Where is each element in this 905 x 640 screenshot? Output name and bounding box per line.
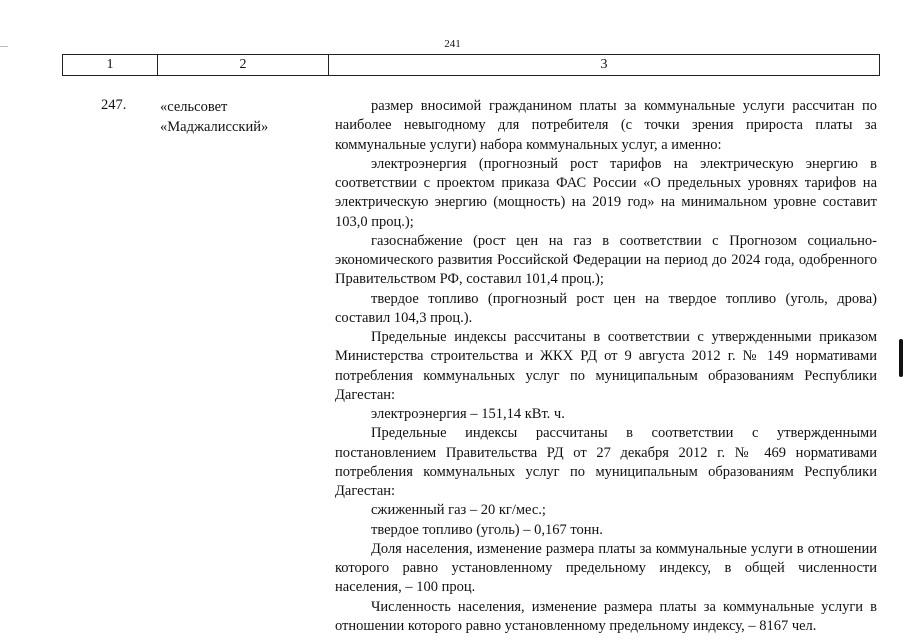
municipality-name <box>160 97 300 137</box>
paragraph: размер вносимой гражданином платы за коммунальные услуги рассчитан по наиболее невыгодному для потребителя (с точки зрения прироста платы за коммунальные услуги) набора коммунальных услуг, а именно: <box>335 98 877 153</box>
page-number: 241 <box>444 38 461 50</box>
paragraph: Доля населения, изменение размера платы за коммунальные услуги в отношении которого равно установленному предельному индексу, в общей численности населения, – 100 проц. <box>335 540 877 596</box>
paragraph: газоснабжение (рост цен на газ в соответствии с Прогнозом социально-экономического развития Российской Федерации на период до 2024 года, одобренного Правительством РФ, составил 101,4 проц.); <box>335 232 877 288</box>
paragraph: электроэнергия – 151,14 кВт. ч. <box>371 406 565 422</box>
table-header-col-1: 1 <box>62 55 157 75</box>
municipality-name-line-1: «сельсовет <box>160 99 228 115</box>
paragraph: сжиженный газ – 20 кг/мес.; <box>371 502 546 519</box>
paragraph: Предельные индексы рассчитаны в соответствии с утвержденными приказом Министерства строительства и ЖКХ РД от 9 августа 2012 г. № 149 нормативами потребления коммунальных услуг по муниципальным образованиям Республики Дагестан: <box>335 329 877 403</box>
paragraph: Предельные индексы рассчитаны в соответствии с утвержденными постановлением Правительства РД от 27 декабря 2012 г. № 469 нормативами потребления коммунальных услуг по муниципальным образованиям Республики Дагестан: <box>335 425 877 499</box>
table-header-col-2: 2 <box>157 55 328 75</box>
row-description <box>335 97 877 636</box>
paragraph: электроэнергия (прогнозный рост тарифов на электрическую энергию в соответствии с проектом приказа ФАС России «О предельных уровнях тарифов на электрическую энергию (мощность) на 2019 год» на минимальном уровне составит 103,0 проц.); <box>335 155 877 230</box>
table-header-row <box>62 54 880 76</box>
paragraph: твердое топливо (уголь) – 0,167 тонн. <box>371 521 603 538</box>
row-number: 247. <box>101 97 127 113</box>
paragraph: Численность населения, изменение размера платы за коммунальные услуги в отношении которого равно установленному предельному индексу, – 8167 чел. <box>335 598 877 634</box>
paragraph: твердое топливо (прогнозный рост цен на твердое топливо (уголь, дрова) составил 104,3 проц.). <box>335 290 877 326</box>
scan-margin-mark <box>899 339 903 377</box>
municipality-name-line-2: «Маджалисский» <box>160 119 269 135</box>
table-header-col-3: 3 <box>328 55 880 75</box>
